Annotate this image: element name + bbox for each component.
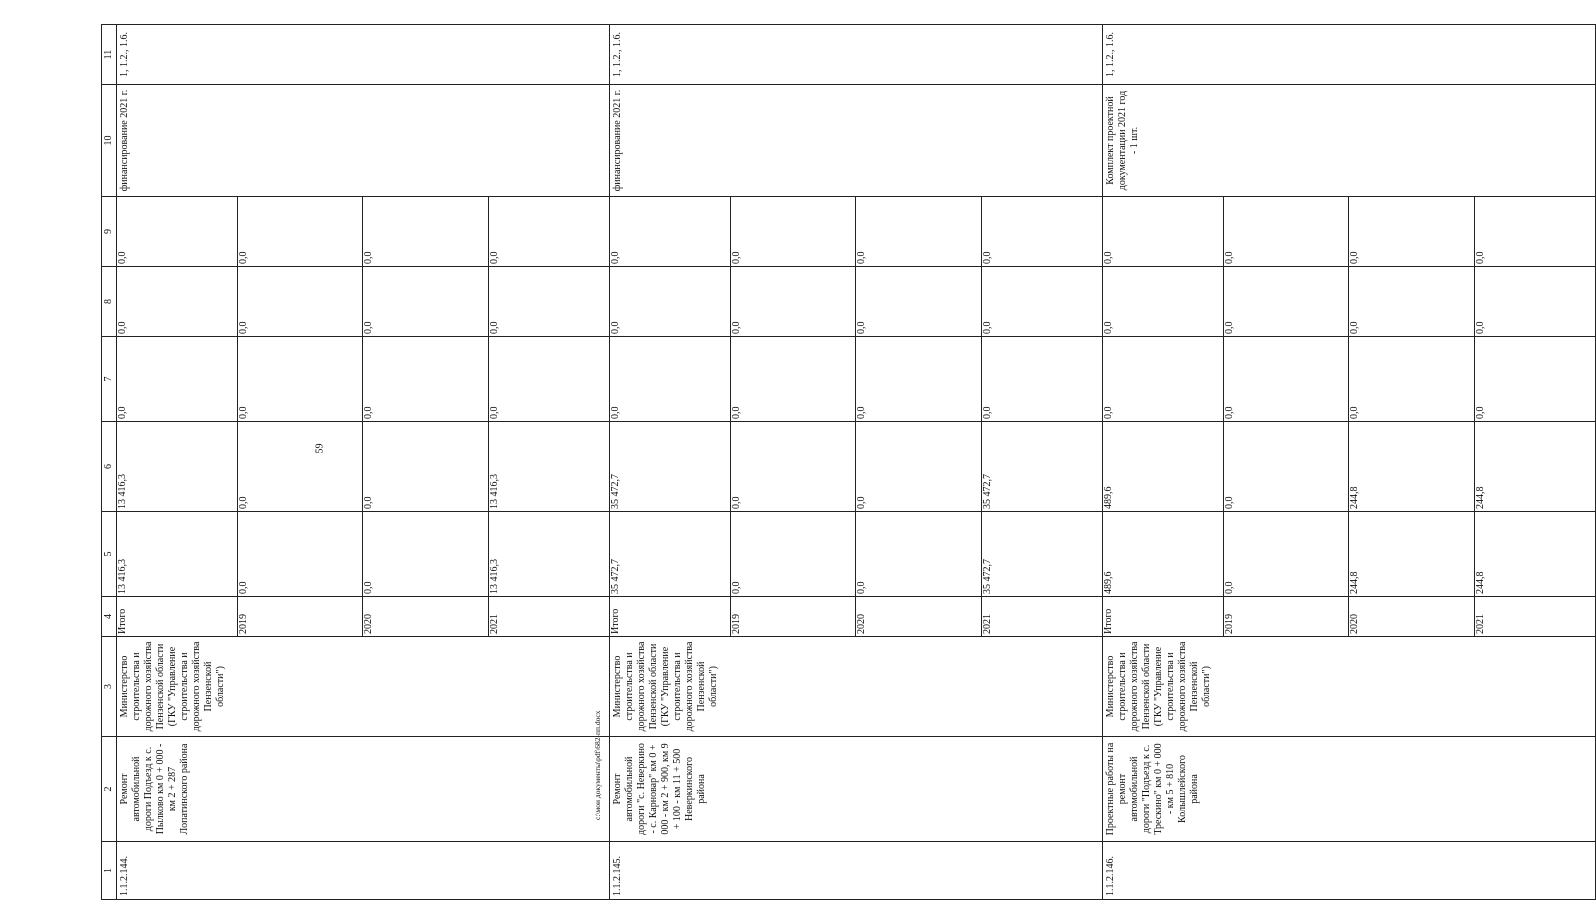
amount-cell: 0,0	[981, 321, 993, 334]
values-c7	[117, 337, 610, 422]
result-indicator: финансирование 2021 г.	[610, 85, 1103, 197]
amount-cell: 13 416,3	[117, 422, 238, 511]
table-row	[1103, 25, 1596, 900]
amount-cell: 0,0	[731, 197, 856, 266]
amount-cell: 0,0	[1224, 197, 1349, 266]
amount-cell: 0,0	[238, 512, 363, 596]
col-header: 4	[102, 597, 117, 637]
amount-cell: 0,0	[117, 197, 238, 266]
values-c6	[117, 422, 610, 512]
values-list	[1103, 337, 1595, 421]
amount-cell: 0,0	[1103, 267, 1224, 336]
amount-cell: 0,0	[1224, 512, 1349, 596]
year-cell: 2020	[363, 597, 488, 636]
table-row	[610, 25, 1103, 900]
amount-cell: 0,0	[856, 422, 981, 511]
col-header: 9	[102, 197, 117, 267]
year-cell: 2019	[238, 597, 363, 636]
col-header: 3	[102, 637, 117, 737]
year-cell: 2021	[981, 614, 993, 634]
year-cell: 2019	[1224, 597, 1349, 636]
values-list	[1103, 197, 1595, 266]
values-c5	[610, 512, 1103, 597]
col-header: 11	[102, 25, 117, 85]
amount-cell: 35 472,7	[610, 422, 731, 511]
values-list	[1103, 422, 1595, 511]
values-c9	[610, 197, 1103, 267]
year-cell: 2021	[1474, 614, 1486, 634]
result-indicator: Комплект проектной документации 2021 год - 1 шт.	[1103, 85, 1596, 197]
year-cell: 2020	[1349, 597, 1474, 636]
values-list	[117, 597, 609, 636]
amount-cell: 35 472,7	[610, 512, 731, 596]
table-row	[117, 25, 610, 900]
amount-cell: 0,0	[731, 267, 856, 336]
amount-cell: 0,0	[488, 406, 500, 419]
row-number: 1.1.2.145.	[610, 842, 1103, 900]
row-number: 1.1.2.146.	[1103, 842, 1596, 900]
file-path-footer: c:\мои документы\pdf\682-пп.docx	[593, 710, 602, 820]
executor: Министерство строительства и дорожного хозяйства Пензенской области (ГКУ "Управление строительства и дорожного хозяйства Пензенской области")	[117, 637, 610, 737]
year-cell: 2019	[731, 597, 856, 636]
values-list	[610, 337, 1102, 421]
values-list	[1103, 512, 1595, 596]
amount-cell: 35 472,7	[981, 559, 993, 594]
values-list	[1103, 597, 1595, 636]
values-list	[610, 512, 1102, 596]
amount-cell: 489,6	[1103, 422, 1224, 511]
amount-cell: 244,8	[1349, 512, 1474, 596]
amount-cell: 0,0	[856, 512, 981, 596]
col-header: 7	[102, 337, 117, 422]
values-list	[610, 597, 1102, 636]
amount-cell: 0,0	[1349, 267, 1474, 336]
amount-cell: 244,8	[1349, 422, 1474, 511]
amount-cell: 0,0	[363, 337, 488, 421]
values-list	[117, 267, 609, 336]
year-cell: 2021	[488, 614, 500, 634]
amount-cell: 0,0	[981, 406, 993, 419]
amount-cell: 0,0	[856, 337, 981, 421]
program-table	[101, 24, 1596, 900]
amount-cell: 0,0	[488, 321, 500, 334]
amount-cell: 13 416,3	[488, 474, 500, 509]
amount-cell: 0,0	[610, 197, 731, 266]
values-years	[1103, 597, 1596, 637]
amount-cell: 0,0	[731, 422, 856, 511]
col-header: 1	[102, 842, 117, 900]
values-list	[610, 197, 1102, 266]
values-list	[117, 337, 609, 421]
amount-cell: 0,0	[731, 512, 856, 596]
amount-cell: 0,0	[1349, 197, 1474, 266]
amount-cell: 0,0	[731, 337, 856, 421]
values-c6	[1103, 422, 1596, 512]
amount-cell: 0,0	[1224, 422, 1349, 511]
amount-cell: 0,0	[1224, 267, 1349, 336]
year-cell: Итого	[117, 597, 238, 636]
result-indicator: финансирование 2021 г.	[117, 85, 610, 197]
amount-cell: 35 472,7	[981, 474, 993, 509]
values-c5	[117, 512, 610, 597]
values-c6	[610, 422, 1103, 512]
page-number: 59	[314, 443, 326, 454]
event-name: Ремонт автомобильной дороги "с. Неверкино - с. Карновар" км 0 + 000 - км 2 + 900, км 9 + 100 - км 11 + 500 Неверкинского района	[610, 737, 1103, 842]
header-row	[102, 25, 117, 900]
amount-cell: 0,0	[363, 512, 488, 596]
target-indicator: 1, 1.2., 1.6.	[610, 25, 1103, 85]
amount-cell: 244,8	[1474, 571, 1486, 594]
event-name: Ремонт автомобильной дороги Подъезд к с. Пылково км 0 + 000 - км 2 + 287 Лопатинского района	[117, 737, 610, 842]
year-cell: 2020	[856, 597, 981, 636]
amount-cell: 0,0	[1103, 337, 1224, 421]
values-c8	[117, 267, 610, 337]
amount-cell: 13 416,3	[117, 512, 238, 596]
amount-cell: 244,8	[1474, 486, 1486, 509]
amount-cell: 0,0	[238, 422, 363, 511]
amount-cell: 0,0	[238, 337, 363, 421]
amount-cell: 489,6	[1103, 512, 1224, 596]
amount-cell: 0,0	[1474, 321, 1486, 334]
values-list	[117, 197, 609, 266]
amount-cell: 0,0	[610, 337, 731, 421]
amount-cell: 0,0	[363, 197, 488, 266]
values-years	[117, 597, 610, 637]
col-header: 5	[102, 512, 117, 597]
col-header: 6	[102, 422, 117, 512]
amount-cell: 0,0	[1103, 197, 1224, 266]
amount-cell: 0,0	[363, 422, 488, 511]
col-header: 10	[102, 85, 117, 197]
amount-cell: 0,0	[117, 267, 238, 336]
values-c5	[1103, 512, 1596, 597]
values-c7	[610, 337, 1103, 422]
amount-cell: 0,0	[1474, 406, 1486, 419]
amount-cell: 0,0	[981, 251, 993, 264]
values-list	[610, 267, 1102, 336]
col-header: 2	[102, 737, 117, 842]
values-c8	[1103, 267, 1596, 337]
col-header: 8	[102, 267, 117, 337]
year-cell: Итого	[610, 597, 731, 636]
values-years	[610, 597, 1103, 637]
amount-cell: 0,0	[363, 267, 488, 336]
executor: Министерство строительства и дорожного хозяйства Пензенской области (ГКУ "Управление строительства и дорожного хозяйства Пензенской области")	[610, 637, 1103, 737]
amount-cell: 0,0	[856, 197, 981, 266]
amount-cell: 0,0	[856, 267, 981, 336]
values-list	[117, 422, 609, 511]
values-list	[117, 512, 609, 596]
values-c9	[117, 197, 610, 267]
amount-cell: 0,0	[238, 197, 363, 266]
amount-cell: 0,0	[488, 251, 500, 264]
amount-cell: 13 416,3	[488, 559, 500, 594]
amount-cell: 0,0	[1224, 337, 1349, 421]
values-c9	[1103, 197, 1596, 267]
values-c8	[610, 267, 1103, 337]
target-indicator: 1, 1.2., 1.6.	[1103, 25, 1596, 85]
year-cell: Итого	[1103, 597, 1224, 636]
amount-cell: 0,0	[117, 337, 238, 421]
values-list	[1103, 267, 1595, 336]
target-indicator: 1, 1.2., 1.6.	[117, 25, 610, 85]
amount-cell: 0,0	[1349, 337, 1474, 421]
amount-cell: 0,0	[238, 267, 363, 336]
amount-cell: 0,0	[610, 267, 731, 336]
executor: Министерство строительства и дорожного хозяйства Пензенской области (ГКУ "Управление строительства и дорожного хозяйства Пензенской области")	[1103, 637, 1596, 737]
values-list	[610, 422, 1102, 511]
values-c7	[1103, 337, 1596, 422]
amount-cell: 0,0	[1474, 251, 1486, 264]
row-number: 1.1.2.144.	[117, 842, 610, 900]
event-name: Проектные работы на ремонт автомобильной дороги "Подъезд к с. Трескино" км 0 + 000 - км 5 + 810 Колышлейского района	[1103, 737, 1596, 842]
